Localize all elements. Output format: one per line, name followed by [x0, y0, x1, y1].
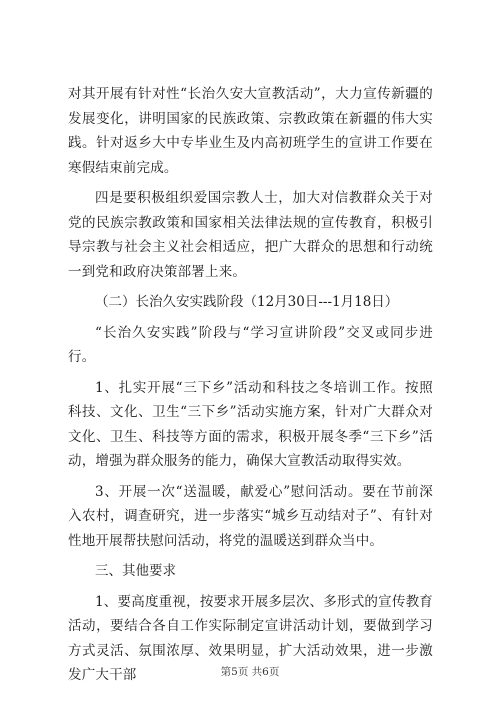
paragraph-high-priority: 1、要高度重视，按要求开展多层次、多形式的宣传教育活动，要结合各自工作实际制定宣讲活动计划，要做到学习方式灵活、氛围浓厚、效果明显，扩大活动效果，进一步激发广大干部: [68, 593, 433, 683]
section-heading-other-requirements: 三、其他要求: [95, 563, 176, 579]
paragraph-religious-figures: 四是要积极组织爱国宗教人士，加大对信教群众关于对党的民族宗教政策和国家相关法律法规的宣传教育，积极引导宗教与社会主义社会相适应，把广大群众的思想和行动统一到党和政府决策部署上来。: [68, 190, 433, 280]
paragraph-warmth-visit: 3、开展一次“送温暖，献爱心”慰问活动。要在节前深入农村，调查研究，进一步落实“城乡互动结对子”、有针对性地开展帮扶慰问活动，将党的温暖送到群众当中。: [68, 483, 433, 549]
paragraph-three-to-countryside: 1、扎实开展“三下乡”活动和科技之冬培训工作。按照科技、文化、卫生“三下乡”活动实施方案，针对广大群众对文化、卫生、科技等方面的需求，积极开展冬季“三下乡”活动，增强为群众服务的能力，确保大宣教活动取得实效。: [68, 379, 433, 469]
paragraph-outreach-returning-students: 对其开展有针对性“长治久安大宣教活动”，大力宣传新疆的发展变化，讲明国家的民族政策、宗教政策在新疆的伟大实践。针对返乡大中专毕业生及内高初班学生的宣讲工作要在寒假结束前完成。: [68, 86, 433, 176]
paragraph-stage-overlap: “长治久安实践”阶段与“学习宣讲阶段”交叉或同步进行。: [68, 324, 433, 365]
section-heading-practice-stage: （二）长治久安实践阶段（12月30日---1月18日）: [95, 294, 399, 310]
document-body: [68, 82, 433, 694]
page-number-footer: 第5页 共6页: [220, 666, 280, 678]
